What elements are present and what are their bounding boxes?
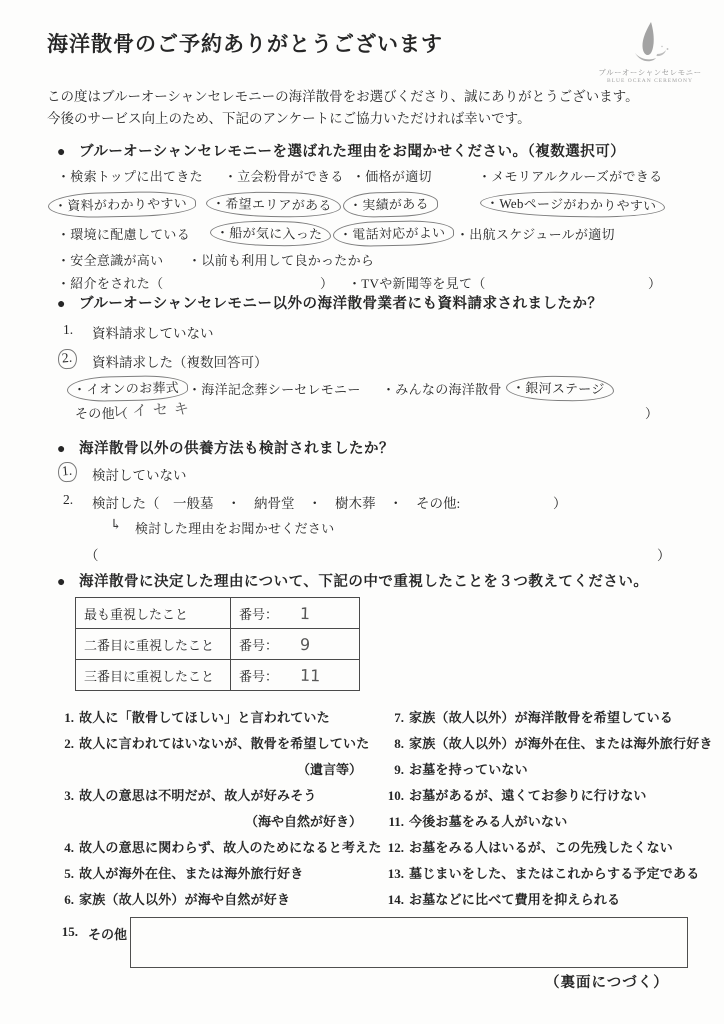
- priority-2-label: 二番目に重視したこと: [76, 629, 231, 660]
- item-text: 今後お墓をみる人がいない: [409, 814, 568, 829]
- list-item: [48, 708, 382, 727]
- handwritten-circle: 1.: [57, 461, 78, 483]
- table-row: [76, 660, 360, 691]
- list-item: [378, 812, 724, 831]
- list-item: [48, 838, 382, 857]
- q1-option-web-page-circled: [487, 195, 665, 217]
- bullet-icon: ●: [57, 145, 66, 160]
- q3-item2-number: 2.: [63, 492, 74, 507]
- question-1-heading: [57, 140, 625, 161]
- handwritten-other-answer: レイセキ: [111, 399, 196, 421]
- list-item: [378, 708, 724, 727]
- handwritten-circle: ・資料がわかりやすい: [48, 190, 197, 218]
- list-item: [378, 734, 724, 753]
- list-item: [378, 786, 724, 805]
- handwritten-circle: 2.: [57, 348, 78, 370]
- item-text: お墓があるが、遠くてお参りに行けない: [409, 788, 647, 803]
- priority-1-label: 最も重視したこと: [76, 598, 231, 629]
- item-text: 家族（故人以外）が海や自然が好き: [79, 892, 291, 907]
- page-title: 海洋散骨のご予約ありがとうございます: [47, 32, 443, 56]
- q1-option-environment: ・環境に配慮している: [57, 227, 191, 242]
- q2-other-open: その他（: [75, 406, 129, 421]
- q2-item1-label: 資料請求していない: [92, 326, 214, 341]
- item-number: 9.: [394, 762, 404, 777]
- continue-on-back-note: （裏面につづく）: [545, 975, 669, 991]
- number-prefix: 番号：: [239, 606, 279, 622]
- q3-followup-label: 検討した理由をお聞かせください: [135, 521, 335, 536]
- priority-3-value-cell: [231, 660, 360, 691]
- item-number: 13.: [387, 866, 404, 881]
- flame-icon: [629, 20, 671, 66]
- item-number: 4.: [64, 840, 74, 855]
- q2-item1-number: 1.: [63, 322, 74, 337]
- number-prefix: 番号：: [239, 637, 279, 653]
- list-item: [378, 760, 724, 779]
- handwritten-circle: ・実績がある: [343, 191, 438, 218]
- other-answer-box: [130, 917, 688, 968]
- q3-item2-label: 検討した（ 一般墓 ・ 納骨堂 ・ 樹木葬 ・ その他:: [92, 496, 461, 511]
- bullet-icon: ●: [57, 575, 66, 590]
- item-text: 故人に言われてはいないが、散骨を希望していた: [79, 736, 370, 751]
- q2-option-sea-ceremony: ・海洋記念葬シーセレモニー: [188, 382, 361, 397]
- question-2-heading: [57, 292, 603, 313]
- priority-table: [75, 597, 360, 691]
- q1-option-referral: ・紹介をされた（: [57, 276, 164, 291]
- priority-1-value-cell: [231, 598, 360, 629]
- table-row: [76, 598, 360, 629]
- list-item-other: [52, 924, 127, 943]
- q2-item2-number-circled: [58, 349, 77, 369]
- item-text: 家族（故人以外）が海洋散骨を希望している: [409, 710, 674, 725]
- list-item: [48, 734, 382, 753]
- item-number: 7.: [394, 710, 404, 725]
- handwritten-circle: ・船が気に入った: [210, 220, 332, 247]
- q3-item2-close-paren: ）: [553, 496, 567, 511]
- arrow-down-right-icon: ↳: [110, 518, 122, 533]
- q2-other-close-paren: ）: [645, 406, 659, 421]
- question-4-heading: [57, 570, 648, 591]
- handwritten-circle: ・イオンのお葬式: [67, 375, 189, 403]
- question-4-text: 海洋散骨に決定した理由について、下記の中で重視したことを３つ教えてください。: [78, 574, 649, 590]
- item-text: お墓などに比べて費用を抑えられる: [409, 892, 621, 907]
- company-logo: [585, 20, 715, 84]
- priority-3-label: 三番目に重視したこと: [76, 660, 231, 691]
- item-text: 家族（故人以外）が海外在住、または海外旅行好き: [409, 736, 713, 751]
- q1-option-liked-ship-circled: [217, 224, 331, 246]
- item-text: 故人に「散骨してほしい」と言われていた: [79, 710, 330, 725]
- list-item: [378, 890, 724, 909]
- list-item: [48, 786, 382, 805]
- list-item: [378, 864, 724, 883]
- q2-item2-label: 資料請求した（複数回答可）: [92, 355, 268, 370]
- item-number: 12.: [387, 840, 404, 855]
- q1-option-phone-support-circled: [340, 224, 454, 246]
- item-text: 墓じまいをした、またはこれからする予定である: [409, 866, 700, 881]
- table-row: [76, 629, 360, 660]
- q1-option-desired-area-circled: [213, 195, 341, 217]
- handwritten-circle: ・銀河ステージ: [506, 375, 614, 402]
- list-item: [48, 890, 382, 909]
- handwritten-rank-1: 1: [299, 603, 311, 623]
- q1-option-search-top: ・検索トップに出てきた: [57, 169, 203, 184]
- logo-name-jp: ブルーオーシャンセレモニー: [598, 68, 702, 77]
- item-number: 14.: [387, 892, 404, 907]
- list-item: [48, 864, 382, 883]
- reasons-column-right: [378, 708, 724, 916]
- q3-blank-open-paren: （: [85, 548, 99, 563]
- handwritten-circle: ・希望エリアがある: [206, 191, 341, 218]
- item-number: 10.: [387, 788, 404, 803]
- q1-option-price: ・価格が適切: [352, 169, 432, 184]
- q3-item1-number-circled: [58, 462, 77, 482]
- bullet-icon: ●: [57, 442, 66, 457]
- q1-option-schedule: ・出航スケジュールが適切: [456, 227, 615, 242]
- item-number: 3.: [64, 788, 74, 803]
- intro-line-2: 今後のサービス向上のため、下記のアンケートにご協力いただければ幸いです。: [47, 111, 531, 126]
- question-2-text: ブルーオーシャンセレモニー以外の海洋散骨業者にも資料請求されましたか？: [78, 296, 603, 312]
- handwritten-rank-3: 11: [299, 665, 321, 685]
- reasons-column-left: [48, 708, 382, 916]
- q1-option-clear-materials-circled: [55, 195, 196, 217]
- item-note: （海や自然が好き）: [244, 814, 362, 829]
- q3-item1-label: 検討していない: [92, 468, 187, 483]
- item-number: 8.: [394, 736, 404, 751]
- q2-option-ginga-stage-circled: [513, 379, 614, 401]
- item-number: 11.: [388, 814, 404, 829]
- item-text: その他: [88, 927, 128, 942]
- q1-option-tv-newspaper: ・TVや新聞等を見て（: [348, 276, 486, 291]
- list-item: [378, 838, 724, 857]
- question-1-note: （複数選択可）: [527, 144, 626, 160]
- q1-referral-close-paren: ）: [320, 276, 334, 291]
- item-number: 6.: [64, 892, 74, 907]
- q1-option-attended-crushing: ・立会粉骨ができる: [224, 169, 344, 184]
- handwritten-rank-2: 9: [299, 634, 311, 654]
- item-text: 故人の意思は不明だが、故人が好みそう: [79, 788, 317, 803]
- q1-option-safety: ・安全意識が高い: [57, 253, 164, 268]
- intro-text: [47, 86, 639, 130]
- item-number: 2.: [64, 736, 74, 751]
- item-number: 15.: [61, 924, 78, 939]
- q1-option-track-record-circled: [350, 195, 438, 217]
- q1-option-used-before: ・以前も利用して良かったから: [188, 253, 375, 268]
- q1-option-memorial-cruise: ・メモリアルクルーズができる: [478, 169, 663, 184]
- handwritten-circle: ・Webページがわかりやすい: [480, 190, 666, 218]
- item-text: お墓を持っていない: [409, 762, 528, 777]
- item-number: 1.: [64, 710, 74, 725]
- intro-line-1: この度はブルーオーシャンセレモニーの海洋散骨をお選びくださり、誠にありがとうございます。: [47, 89, 639, 104]
- question-1-text: ブルーオーシャンセレモニーを選ばれた理由をお聞かせください。: [78, 144, 528, 160]
- question-3-text: 海洋散骨以外の供養方法も検討されましたか？: [78, 441, 394, 457]
- q2-option-minna: ・みんなの海洋散骨: [382, 382, 502, 397]
- item-number: 5.: [64, 866, 74, 881]
- q1-tv-close-paren: ）: [648, 276, 662, 291]
- priority-2-value-cell: [231, 629, 360, 660]
- item-text: お墓をみる人はいるが、この先残したくない: [409, 840, 674, 855]
- item-text: 故人が海外在住、または海外旅行好き: [79, 866, 304, 881]
- number-prefix: 番号：: [239, 668, 279, 684]
- handwritten-circle: ・電話対応がよい: [333, 220, 455, 248]
- question-3-heading: [57, 437, 394, 458]
- logo-name-en: BLUE OCEAN CEREMONY: [607, 78, 693, 84]
- bullet-icon: ●: [57, 297, 66, 312]
- item-text: 故人の意思に関わらず、故人のためになると考えた: [79, 840, 382, 855]
- item-note: （遺言等）: [296, 762, 362, 777]
- q3-blank-close-paren: ）: [657, 548, 671, 563]
